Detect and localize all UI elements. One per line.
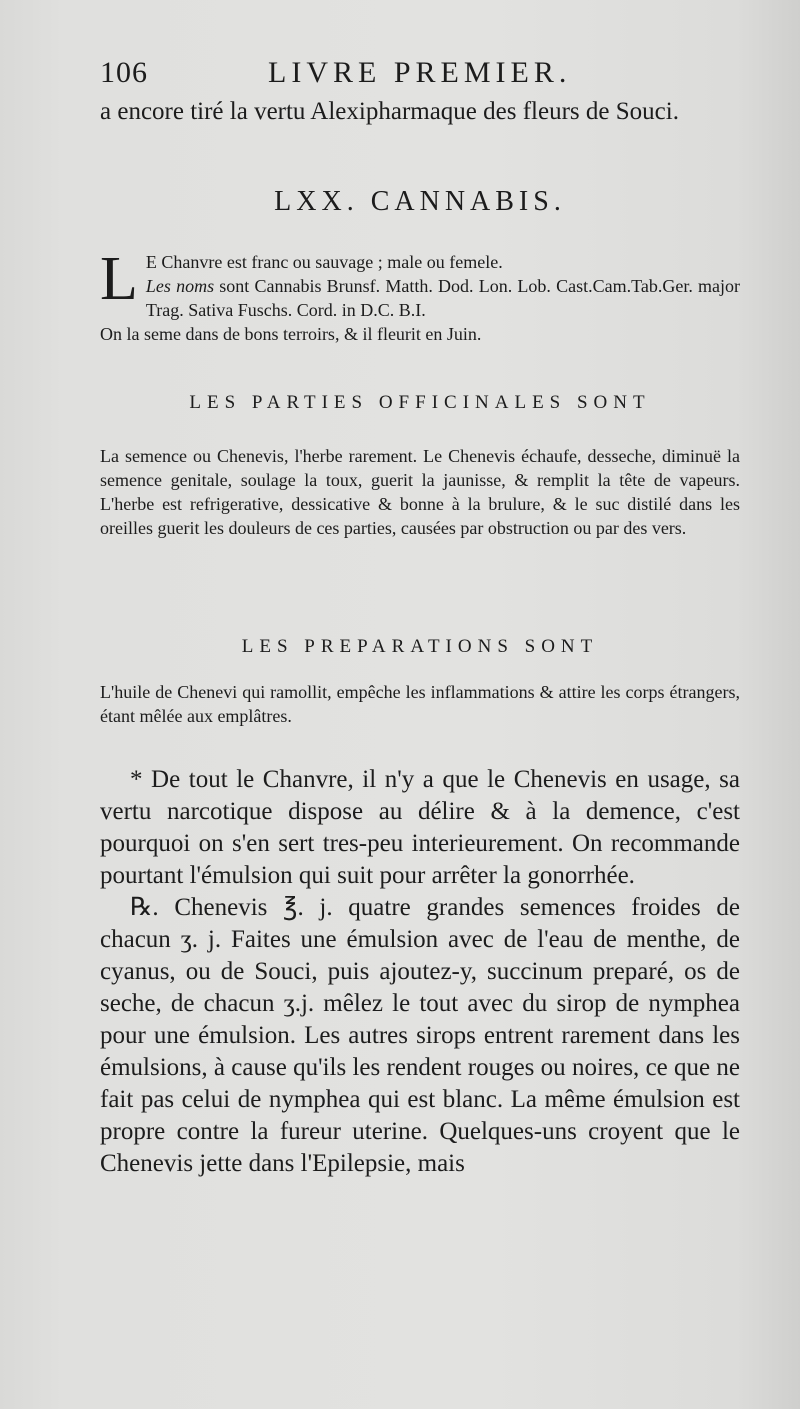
footnote-block <box>100 764 740 1180</box>
running-head <box>100 56 740 96</box>
synonyms-text: sont Cannabis Brunsf. Matth. Dod. Lon. Lob. Cast.Cam.Tab.Ger. major Trag. Sativa Fuschs. Cord. in D.C. B.I. <box>145 276 740 320</box>
synonyms-label: Les noms <box>145 276 215 296</box>
intro-paragraph: a encore tiré la vertu Alexipharmaque des fleurs de Souci. <box>100 98 679 125</box>
section-heading-preparations: LES PREPARATIONS SONT <box>241 636 599 657</box>
chapter-title: LXX. CANNABIS. <box>274 186 566 217</box>
note-paragraph-1: * De tout le Chanvre, il n'y a que le Chenevis en usage, sa vertu narcotique dispose au délire & à la demence, c'est pourquoi on s'en sert tres-peu interieurement. On recommande pourtant l'émulsion qui suit pour arrêter la gonorrhée. <box>100 766 740 889</box>
culture-text: On la seme dans de bons terroirs, & il fleurit en Juin. <box>100 324 482 344</box>
parties-paragraph: La semence ou Chenevis, l'herbe rarement. Le Chenevis échaufe, desseche, diminuë la semence genitale, soulage la toux, guerit la jaunisse, & remplit la tête de vapeurs. L'herbe est refrigerative, dessicative & bonne à la brulure, & le suc distilé dans les oreilles guerit les douleurs de ces parties, causées par obstruction ou par des vers. <box>100 446 740 538</box>
names-text: E Chanvre est franc ou sauvage ; male ou femele. <box>145 252 503 272</box>
drop-cap: L <box>100 245 138 313</box>
section-heading-parties: LES PARTIES OFFICINALES SONT <box>189 392 651 413</box>
running-title: LIVRE PREMIER. <box>268 56 572 89</box>
preparations-paragraph: L'huile de Chenevi qui ramollit, empêche les inflammations & attire les corps étrangers, étant mêlée aux emplâtres. <box>100 682 740 726</box>
recipe-paragraph: ℞. Chenevis ℥. j. quatre grandes semences froides de chacun ʒ. j. Faites une émulsion avec de l'eau de menthe, de cyanus, ou de Souci, puis ajoutez-y, succinum preparé, os de seche, de chacun ʒ.j. mêlez le tout avec du sirop de nymphea pour une émulsion. Les autres sirops entrent rarement dans les émulsions, à cause qu'ils les rendent rouges ou noires, ce que ne fait pas celui de nymphea qui est blanc. La même émulsion est propre contre la fureur uterine. Quelques-uns croyent que le Chenevis jette dans l'Epilepsie, mais <box>100 894 740 1177</box>
page-number: 106 <box>100 56 148 89</box>
names-paragraph <box>100 245 740 346</box>
